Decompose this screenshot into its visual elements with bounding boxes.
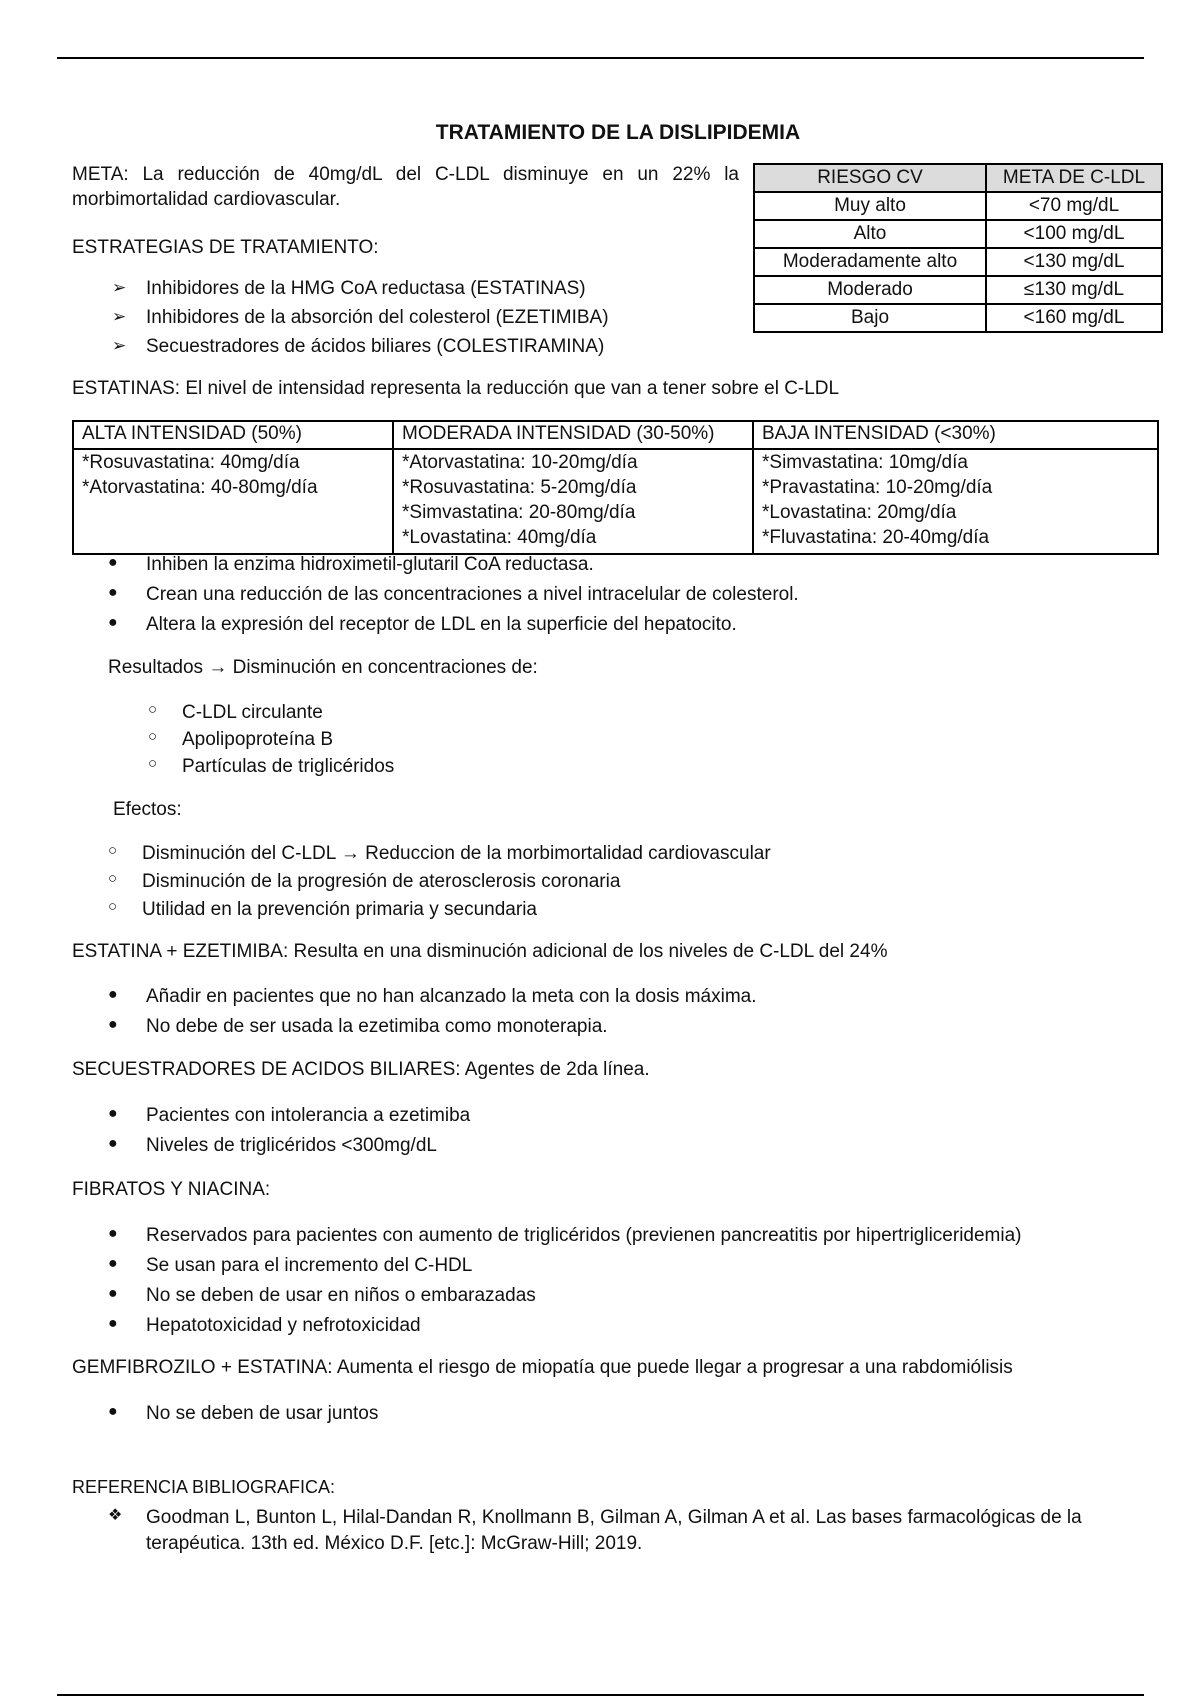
list-item: ● No se deben de usar juntos <box>108 1403 379 1424</box>
table-header-row <box>754 164 1162 192</box>
results-heading: Resultados → Disminución en concentraciones de: <box>108 657 538 678</box>
bullet-icon: ● <box>108 584 118 601</box>
arrow-bullet-icon: ➢ <box>112 336 127 355</box>
bullet-icon: ● <box>108 1225 118 1242</box>
statin-intensity-table <box>72 420 1159 555</box>
list-item: ➢ Inhibidores de la HMG CoA reductasa (ESTATINAS) <box>112 278 586 299</box>
statins-heading: ESTATINAS: El nivel de intensidad representa la reducción que van a tener sobre el C-LDL <box>72 378 840 399</box>
drug-dose: *Rosuvastatina: 5-20mg/día <box>402 477 637 498</box>
list-item: ● No se deben de usar en niños o embarazadas <box>108 1285 536 1306</box>
table-row <box>754 248 1162 276</box>
table-row <box>754 220 1162 248</box>
table-row <box>754 304 1162 332</box>
drug-dose: *Atorvastatina: 40-80mg/día <box>82 477 318 498</box>
header-ldl-goal: META DE C-LDL <box>986 164 1162 192</box>
low-intensity-cell <box>753 449 1158 554</box>
list-item: ● No debe de ser usada la ezetimiba como monoterapia. <box>108 1016 608 1037</box>
high-intensity-cell <box>73 449 393 554</box>
drug-dose: *Lovastatina: 20mg/día <box>762 502 957 523</box>
header-high-intensity: ALTA INTENSIDAD (50%) <box>73 421 393 449</box>
drug-dose: *Fluvastatina: 20-40mg/día <box>762 527 990 548</box>
drug-dose: *Rosuvastatina: 40mg/día <box>82 452 300 473</box>
header-moderate-intensity: MODERADA INTENSIDAD (30-50%) <box>393 421 753 449</box>
header-low-intensity: BAJA INTENSIDAD (<30%) <box>753 421 1158 449</box>
fibrates-list <box>108 1224 1022 1344</box>
drug-dose: *Simvastatina: 20-80mg/día <box>402 502 636 523</box>
bullet-icon: ● <box>108 1403 118 1420</box>
risk-cell: Moderadamente alto <box>754 248 986 276</box>
list-item: ● Se usan para el incremento del C-HDL <box>108 1255 473 1276</box>
bullet-icon: ● <box>108 1255 118 1272</box>
bottom-rule <box>57 1694 1144 1696</box>
list-item: ○ Disminución de la progresión de aterosclerosis coronaria <box>108 870 621 892</box>
bullet-icon: ● <box>108 1105 118 1122</box>
list-item: ○ Disminución del C-LDL → Reduccion de la morbimortalidad cardiovascular <box>108 842 771 864</box>
list-item: ● Reservados para pacientes con aumento de triglicéridos (previenen pancreatitis por hipertrigliceridemia) <box>108 1225 1022 1246</box>
ezetimibe-heading: ESTATINA + EZETIMIBA: Resulta en una disminución adicional de los niveles de C-LDL del 24% <box>72 941 888 962</box>
bullet-icon: ● <box>108 1135 118 1152</box>
list-item: ○ C-LDL circulante <box>148 701 323 723</box>
circle-bullet-icon: ○ <box>108 870 118 887</box>
strategies-heading: ESTRATEGIAS DE TRATAMIENTO: <box>72 237 379 258</box>
circle-bullet-icon: ○ <box>108 842 118 859</box>
bullet-icon: ● <box>108 986 118 1003</box>
arrow-bullet-icon: ➢ <box>112 278 127 297</box>
bullet-icon: ● <box>108 1285 118 1302</box>
bullet-icon: ● <box>108 554 118 571</box>
gemfibrozil-list <box>108 1402 378 1432</box>
risk-cell: Bajo <box>754 304 986 332</box>
risk-cell: Alto <box>754 220 986 248</box>
list-item: ➢ Inhibidores de la absorción del colesterol (EZETIMIBA) <box>112 307 609 328</box>
list-item: ● Añadir en pacientes que no han alcanzado la meta con la dosis máxima. <box>108 986 757 1007</box>
risk-cell: Muy alto <box>754 192 986 220</box>
circle-bullet-icon: ○ <box>148 701 158 718</box>
table-row <box>754 192 1162 220</box>
fibrates-heading: FIBRATOS Y NIACINA: <box>72 1179 271 1200</box>
goal-cell: ≤130 mg/dL <box>986 276 1162 304</box>
bullet-icon: ● <box>108 614 118 631</box>
drug-dose: *Atorvastatina: 10-20mg/día <box>402 452 638 473</box>
reference-heading: REFERENCIA BIBLIOGRAFICA: <box>72 1477 336 1497</box>
header-risk: RIESGO CV <box>754 164 986 192</box>
moderate-intensity-cell <box>393 449 753 554</box>
risk-cell: Moderado <box>754 276 986 304</box>
strategies-list <box>112 277 609 364</box>
list-item: ○ Partículas de triglicéridos <box>148 755 395 777</box>
list-item: ○ Apolipoproteína B <box>148 728 334 750</box>
list-item: ➢ Secuestradores de ácidos biliares (COLESTIRAMINA) <box>112 336 605 357</box>
goal-cell: <130 mg/dL <box>986 248 1162 276</box>
list-item: ● Inhiben la enzima hidroximetil-glutaril CoA reductasa. <box>108 554 594 575</box>
drug-dose: *Simvastatina: 10mg/día <box>762 452 968 473</box>
effects-heading: Efectos: <box>113 799 182 820</box>
drug-dose: *Lovastatina: 40mg/día <box>402 527 597 548</box>
reference-text: Goodman L, Bunton L, Hilal-Dandan R, Knollmann B, Gilman A, Gilman A et al. Las bases farmacológicas de la terapéutica. 13th ed. México D.F. [etc.]: McGraw-Hill; 2019. <box>146 1507 1082 1554</box>
circle-bullet-icon: ○ <box>148 728 158 745</box>
bullet-icon: ● <box>108 1315 118 1332</box>
effects-list <box>108 842 771 926</box>
page-title: TRATAMIENTO DE LA DISLIPIDEMIA <box>435 121 801 144</box>
mechanism-list <box>108 553 799 643</box>
drug-dose: *Pravastatina: 10-20mg/día <box>762 477 993 498</box>
list-item: ○ Utilidad en la prevención primaria y secundaria <box>108 898 537 920</box>
list-item: ● Altera la expresión del receptor de LDL en la superficie del hepatocito. <box>108 614 737 635</box>
list-item: ● Pacientes con intolerancia a ezetimiba <box>108 1105 471 1126</box>
diamond-bullet-icon: ❖ <box>108 1507 123 1524</box>
sequestrants-list <box>108 1104 470 1164</box>
goal-cell: <100 mg/dL <box>986 220 1162 248</box>
table-row <box>73 449 1158 554</box>
table-row <box>754 276 1162 304</box>
results-list <box>148 701 394 782</box>
ezetimibe-list <box>108 985 757 1045</box>
list-item: ● Crean una reducción de las concentraciones a nivel intracelular de colesterol. <box>108 584 799 605</box>
table-header-row <box>73 421 1158 449</box>
list-item: ● Niveles de triglicéridos <300mg/dL <box>108 1135 437 1156</box>
bullet-icon: ● <box>108 1016 118 1033</box>
goal-paragraph: META: La reducción de 40mg/dL del C-LDL disminuye en un 22% la morbimortalidad cardiovascular. <box>72 164 739 210</box>
risk-goal-table <box>753 163 1163 333</box>
reference-entry <box>108 1505 1148 1556</box>
goal-cell: <70 mg/dL <box>986 192 1162 220</box>
list-item: ● Hepatotoxicidad y nefrotoxicidad <box>108 1315 421 1336</box>
top-rule <box>57 57 1144 59</box>
goal-cell: <160 mg/dL <box>986 304 1162 332</box>
sequestrants-heading: SECUESTRADORES DE ACIDOS BILIARES: Agentes de 2da línea. <box>72 1059 650 1080</box>
gemfibrozil-heading: GEMFIBROZILO + ESTATINA: Aumenta el riesgo de miopatía que puede llegar a progresar a una rabdomiólisis <box>72 1357 1013 1378</box>
circle-bullet-icon: ○ <box>148 755 158 772</box>
circle-bullet-icon: ○ <box>108 898 118 915</box>
arrow-bullet-icon: ➢ <box>112 307 127 326</box>
